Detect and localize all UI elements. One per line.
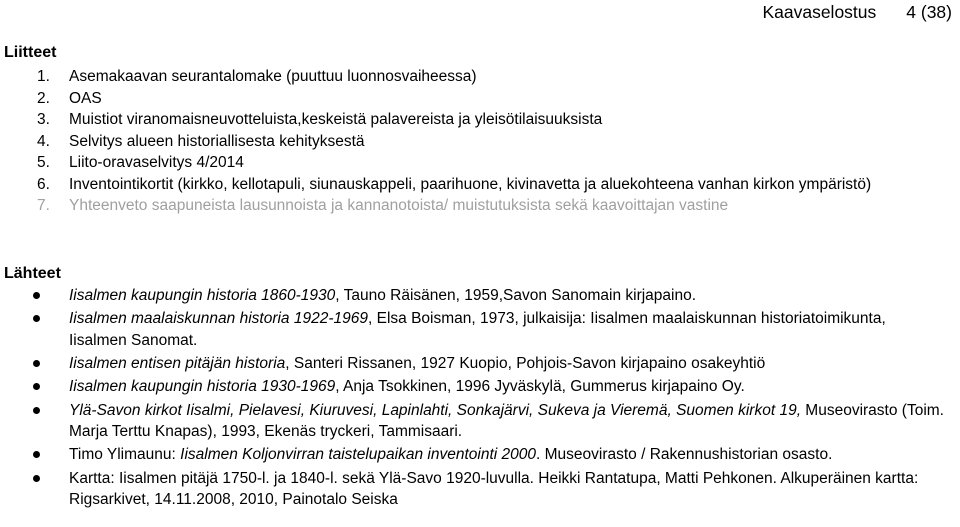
bullet-icon [33, 315, 40, 322]
document-title: Kaavaselostus [762, 2, 877, 22]
source-details: , Anja Tsokkinen, 1996 Jyväskylä, Gummerus kirjapaino Oy. [335, 378, 745, 396]
bullet-icon [33, 292, 40, 299]
source-item [0, 400, 960, 443]
sources-heading: Lähteet [4, 265, 61, 282]
appendix-item [0, 174, 960, 196]
bullet-icon [33, 407, 40, 414]
appendix-number: 2. [37, 89, 50, 107]
source-details: . Museovirasto / Rakennushistorian osasto. [536, 446, 833, 464]
source-title: Iisalmen Koljonvirran taistelupaikan inventointi 2000 [180, 446, 536, 464]
appendices-heading: Liitteet [4, 44, 57, 61]
source-title: Iisalmen kaupungin historia 1860-1930 [69, 287, 336, 304]
appendix-item [0, 195, 960, 217]
bullet-icon [33, 360, 40, 367]
appendix-number: 4. [37, 132, 50, 150]
source-item [0, 376, 960, 398]
appendix-text: OAS [69, 89, 102, 107]
sources-list [0, 285, 960, 513]
appendix-number: 6. [37, 175, 50, 193]
source-item [0, 444, 960, 466]
source-title: Iisalmen entisen pitäjän historia [69, 355, 286, 373]
source-details: , Tauno Räisänen, 1959,Savon Sanomain kirjapaino. [335, 287, 697, 304]
appendix-item [0, 109, 960, 131]
source-title: Iisalmen kaupungin historia 1930-1969 [69, 378, 336, 396]
source-title: Iisalmen maalaiskunnan historia 1922-1969 [69, 310, 368, 328]
appendices-list [0, 66, 960, 217]
appendix-text: Yhteenveto saapuneista lausunnoista ja kannanotoista/ muistutuksista sekä kaavoittajan vastine [69, 197, 729, 214]
bullet-icon [33, 383, 40, 390]
source-item [0, 353, 960, 375]
appendix-number: 3. [37, 111, 50, 128]
appendix-text: Liito-oravaselvitys 4/2014 [69, 154, 244, 171]
appendix-number: 7. [37, 197, 50, 214]
page-header [762, 2, 952, 23]
appendix-item [0, 131, 960, 153]
page-number: 4 (38) [906, 2, 952, 22]
appendix-item [0, 66, 960, 88]
source-pre: Timo Ylimaunu: [69, 446, 181, 464]
source-details: , Santeri Rissanen, 1927 Kuopio, Pohjois-Savon kirjapaino osakeyhtiö [285, 355, 766, 373]
source-details: Museovirasto (Toim. Marja Terttu Knapas), 1993, Ekenäs tryckeri, Tammisaari. [69, 401, 944, 441]
appendix-number: 5. [37, 154, 50, 171]
source-item [0, 285, 960, 307]
appendix-text: Selvitys alueen historiallisesta kehityksestä [69, 132, 365, 150]
appendix-item [0, 88, 960, 110]
source-title: Ylä-Savon kirkot Iisalmi, Pielavesi, Kiuruvesi, Lapinlahti, Sonkajärvi, Sukeva ja Vieremä, Suomen kirkot 19, [69, 401, 801, 419]
appendix-text: Inventointikortit (kirkko, kellotapuli, siunauskappeli, paarihuone, kivinavetta ja aluekohteena vanhan kirkon ympäristö) [69, 175, 872, 193]
source-item [0, 308, 960, 351]
appendix-number: 1. [37, 68, 50, 85]
source-pre: Kartta: Iisalmen pitäjä 1750-l. ja 1840-l. sekä Ylä-Savo 1920-luvulla. Heikki Rantatupa, Matti Pehkonen. Alkuperäinen kartta: Rigsarkivet, 14.11.2008, 2010, Painotalo Seiska [69, 469, 919, 509]
appendix-item [0, 152, 960, 174]
appendix-text: Muistiot viranomaisneuvotteluista,keskeistä palavereista ja yleisötilaisuuksista [69, 111, 603, 128]
bullet-icon [33, 475, 40, 482]
bullet-icon [33, 451, 40, 458]
source-item [0, 468, 960, 511]
source-details: , Elsa Boisman, 1973, julkaisija: Iisalmen maalaiskunnan historiatoimikunta, Iisalmen Sanomat. [69, 310, 886, 349]
appendix-text: Asemakaavan seurantalomake (puuttuu luonnosvaiheessa) [69, 68, 477, 85]
